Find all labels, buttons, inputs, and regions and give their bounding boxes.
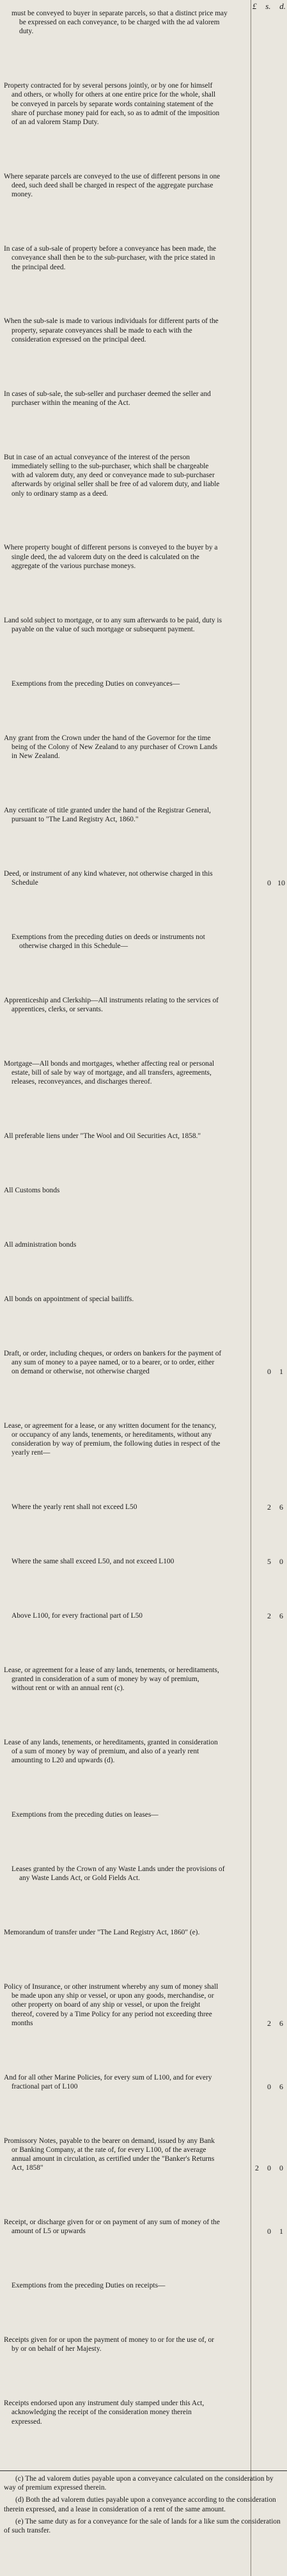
entry-amount [251, 2227, 287, 2236]
schedule-entry [4, 1738, 287, 1766]
schedule-entries [4, 9, 287, 2471]
entry-text: Any grant from the Crown under the hand of the Governor for the time being of the Colony of New Zealand to any purchaser of Crown Lands in New Zealand. [4, 734, 218, 760]
schedule-entry [4, 2137, 287, 2173]
schedule-entry [4, 1928, 287, 1937]
entry-text: In case of a sub-sale of property before a conveyance has been made, the conveyance shall then be to the sub-purchaser, with the price stated in the principal deed. [4, 245, 217, 271]
entry-text: Where separate parcels are conveyed to the use of different persons in one deed, such deed shall be charged in respect of the aggregate purchase money. [4, 172, 221, 199]
entry-text: Receipts endorsed upon any instrument duly stamped under this Act, acknowledging the receipt of the consideration money therein expressed. [4, 2399, 205, 2426]
entry-amount [251, 1557, 287, 1566]
entry-text: All preferable liens under "The Wool and Oil Securities Act, 1858." [4, 1132, 201, 1141]
amount-pounds [251, 2019, 263, 2028]
schedule-entry [4, 1059, 287, 1087]
amount-pence: 1 [279, 2227, 283, 2236]
schedule-entry [4, 1503, 287, 1512]
entry-text: Above L100, for every fractional part of L50 [12, 1611, 143, 1620]
amount-shillings: 0 [267, 1366, 271, 1376]
schedule-entry [4, 2399, 287, 2426]
entry-amount [251, 1611, 287, 1620]
entry-amount [251, 2082, 287, 2091]
entry-text: And for all other Marine Policies, for every sum of L100, and for every fractional part of L100 [4, 2073, 212, 2090]
entry-text: Land sold subject to mortgage, or to any sum afterwards to be paid, duty is payable on the value of such mortgage or subsequent payment. [4, 616, 222, 633]
schedule-entry [4, 806, 287, 824]
schedule-entry [4, 734, 287, 761]
schedule-entry [4, 933, 287, 951]
footnote-d: (d) Both the ad valorem duties payable upon a conveyance according to the consideration therein expressed, and a lease in consideration of a rent of the same amount. [4, 2496, 276, 2513]
amount-pounds: 2 [255, 2163, 259, 2173]
entry-amount [251, 2019, 287, 2028]
schedule-entry [4, 996, 287, 1014]
entry-amount [251, 878, 287, 887]
pence-header: d. [279, 1, 286, 11]
schedule-entry [4, 1186, 287, 1195]
amount-pounds [251, 1557, 263, 1566]
amount-pence: 0 [279, 1557, 283, 1567]
entry-text: Apprenticeship and Clerkship—All instruments relating to the services of apprentices, clerks, or servants. [4, 996, 219, 1014]
schedule-entry [4, 1421, 287, 1458]
schedule-entry [4, 1810, 287, 1819]
entry-text: Where the yearly rent shall not exceed L50 [12, 1503, 137, 1512]
entry-text: All bonds on appointment of special bailiffs. [4, 1295, 134, 1303]
entry-text: Receipt, or discharge given for or on payment of any sum of money of the amount of L5 or upwards [4, 2218, 220, 2236]
entry-text: Policy of Insurance, or other instrument whereby any sum of money shall be made upon any ship or vessel, or upon any goods, merchandise, or other property on board of any ship or vessel, or upon the freight thereof, covered by a Time Policy for any period not exceeding three months [4, 1983, 219, 2027]
schedule-entry [4, 2218, 287, 2236]
amount-shillings: 2 [267, 1503, 271, 1512]
schedule-entry [4, 2281, 287, 2290]
amount-pounds [251, 1367, 263, 1376]
schedule-entry [4, 869, 287, 887]
amount-shillings: 0 [267, 2163, 271, 2173]
amount-shillings: 2 [267, 1611, 271, 1620]
amount-pence: 1 [279, 1366, 283, 1376]
schedule-entry [4, 2073, 287, 2091]
schedule-entry [4, 453, 287, 498]
amount-pence: 6 [279, 1503, 283, 1512]
entry-text: must be conveyed to buyer in separate parcels, so that a distinct price may be expressed on each conveyance, to be charged with the ad valorem duty. [12, 10, 228, 36]
amount-pounds [251, 878, 263, 887]
pounds-header: £ [252, 1, 257, 11]
entry-text: Lease, or agreement for a lease, or any written document for the tenancy, or occupancy of any lands, tenements, or hereditaments, without any consideration by way of premium, the following duties in respect of the yearly rent— [4, 1421, 221, 1457]
footnote-c: (c) The ad valorem duties payable upon a conveyance calculated on the consideration by way of premium expressed therein. [4, 2475, 274, 2492]
amount-shillings: 5 [267, 1557, 271, 1567]
schedule-entry [4, 1557, 287, 1566]
schedule-entry [4, 244, 287, 272]
footnote-e: (e) The same duty as for a conveyance for the sale of lands for a like sum the consideration of such transfer. [4, 2517, 281, 2535]
shillings-header: s. [265, 1, 271, 11]
amount-pounds [251, 1503, 263, 1512]
entry-text: In cases of sub-sale, the sub-seller and purchaser deemed the seller and purchaser within the meaning of the Act. [4, 390, 211, 407]
amount-shillings: 0 [267, 878, 271, 887]
schedule-entry [4, 1132, 287, 1141]
entry-text: Deed, or instrument of any kind whatever, not otherwise charged in this Schedule [4, 869, 213, 887]
entry-text: Exemptions from the preceding Duties on receipts— [12, 2282, 166, 2290]
entry-text: Exemptions from the preceding duties on leases— [12, 1811, 159, 1819]
schedule-entry [4, 317, 287, 344]
entry-text: Lease, or agreement for a lease of any lands, tenements, or hereditaments, granted in consideration of a sum of money by way of premium, without rent or with an annual rent (c). [4, 1666, 219, 1693]
entry-text: But in case of an actual conveyance of the interest of the person immediately selling to the sub-purchaser, which shall be chargeable with ad valorem duty, any deed or conveyance made to sub-purchaser afterwards by original seller shall be free of ad valorem duty, and liable only to ordinary stamp as a deed. [4, 453, 220, 498]
schedule-entry [4, 9, 287, 36]
entry-text: Exemptions from the preceding duties on deeds or instruments not otherwise charged in this Schedule— [12, 933, 205, 951]
schedule-entry [4, 616, 287, 634]
schedule-entry [4, 81, 287, 127]
schedule-entry [4, 1295, 287, 1304]
amount-pounds [251, 2227, 263, 2236]
schedule-entry [4, 390, 287, 407]
schedule-entry [4, 1666, 287, 1693]
entry-text: All Customs bonds [4, 1187, 60, 1195]
entry-text: Exemptions from the preceding Duties on conveyances— [12, 679, 180, 688]
entry-text: Lease of any lands, tenements, or hereditaments, granted in consideration of a sum of money by way of premium, and also of a yearly rent amounting to L20 and upwards (d). [4, 1739, 218, 1765]
schedule-entry [4, 1349, 287, 1377]
entry-amount [251, 2163, 287, 2172]
schedule-entry [4, 679, 287, 688]
schedule-entry [4, 2335, 287, 2353]
schedule-entry [4, 543, 287, 571]
amount-pence: 6 [279, 2082, 283, 2091]
entry-text: Where the same shall exceed L50, and not exceed L100 [12, 1558, 175, 1566]
schedule-entry [4, 1982, 287, 2028]
entry-text: Memorandum of transfer under "The Land Registry Act, 1860" (e). [4, 1929, 200, 1937]
entry-text: Draft, or order, including cheques, or orders on bankers for the payment of any sum of money to a payee named, or to a bearer, or to order, either on demand or otherwise, not otherwise charged [4, 1349, 222, 1375]
entry-text: All administration bonds [4, 1240, 77, 1249]
footnotes [0, 2470, 287, 2538]
schedule-entry [4, 172, 287, 200]
entry-text: Any certificate of title granted under the hand of the Registrar General, pursuant to "The Land Registry Act, 1860." [4, 806, 211, 823]
schedule-entry [4, 1865, 287, 1883]
entry-text: When the sub-sale is made to various individuals for different parts of the property, separate conveyances shall be made to each with the consideration expressed on the principal deed. [4, 317, 219, 344]
entry-text: Leases granted by the Crown of any Waste Lands under the provisions of any Waste Lands Act, or Gold Fields Act. [12, 1865, 225, 1883]
entry-text: Where property bought of different persons is conveyed to the buyer by a single deed, the ad valorem duty on the deed is calculated on the aggregate of the various purchase moneys. [4, 544, 218, 570]
amount-pounds [251, 2082, 263, 2091]
amount-pence: 6 [279, 2018, 283, 2028]
amount-pence: 10 [277, 878, 285, 887]
entry-amount [251, 1503, 287, 1512]
amount-pence: 6 [279, 1611, 283, 1620]
schedule-entry [4, 1611, 287, 1620]
amount-pence: 0 [279, 2163, 283, 2173]
amount-shillings: 2 [267, 2018, 271, 2028]
amount-pounds [251, 1611, 263, 1620]
amount-shillings: 0 [267, 2082, 271, 2091]
entry-amount [251, 1367, 287, 1376]
schedule-entry [4, 1240, 287, 1249]
entry-text: Property contracted for by several persons jointly, or by one for himself and others, or wholly for others at one entire price for the whole, shall be conveyed in parcels by separate words containing statement of the share of purchase money paid for each, so as to admit of the imposition of an ad valorem Stamp Duty. [4, 82, 220, 127]
entry-text: Mortgage—All bonds and mortgages, whether affecting real or personal estate, bill of sale by way of mortgage, and all transfers, agreements, releases, reconveyances, and discharges thereof. [4, 1059, 215, 1086]
entry-text: Promissory Notes, payable to the bearer on demand, issued by any Bank or Banking Company, at the rate of, for every L100, of the average annual amount in circulation, as certified under the "Banker's Returns Act, 1858" [4, 2137, 215, 2172]
entry-text: Receipts given for or upon the payment of money to or for the use of, or by or on behalf of her Majesty. [4, 2336, 214, 2353]
amount-shillings: 0 [267, 2227, 271, 2236]
